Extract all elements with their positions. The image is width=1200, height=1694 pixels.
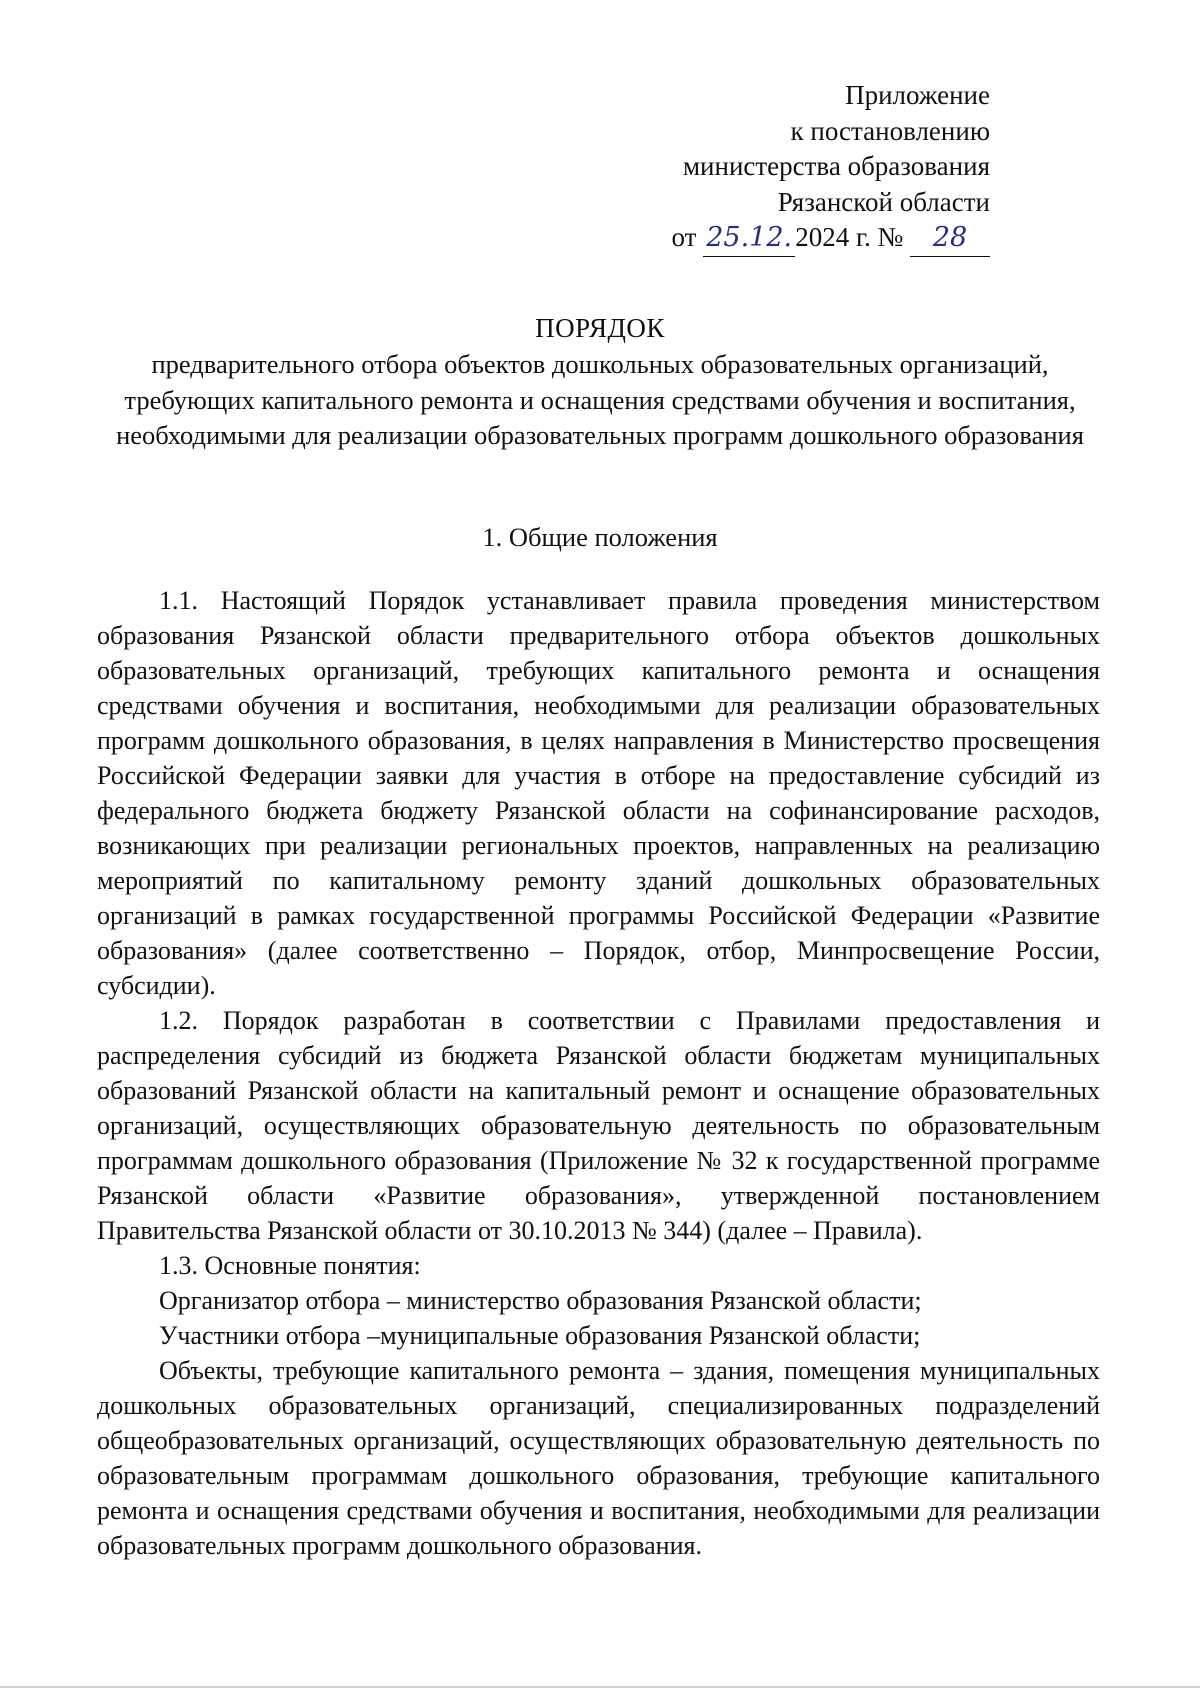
appendix-line-3: министерства образования bbox=[682, 151, 990, 181]
appendix-line-1: Приложение bbox=[845, 80, 990, 110]
paragraph-1-1: 1.1. Настоящий Порядок устанавливает правила проведения министерством образования Рязанской области предварительного отбора объектов дошкольных образовательных организаций, требующих капитального ремонта и оснащения средствами обучения и воспитания, необходимыми для реализации образовательных программ дошкольного образования, в целях направления в Министерство просвещения Российской Федерации заявки для участия в отборе на предоставление субсидий из федерального бюджета бюджету Рязанской области на софинансирование расходов, возникающих при реализации региональных проектов, направленных на реализацию мероприятий по капитальному ремонту зданий дошкольных образовательных организаций в рамках государственной программы Российской Федерации «Развитие образования» (далее соответственно – Порядок, отбор, Минпросвещение России, субсидии). bbox=[97, 586, 1100, 1000]
appendix-line-4: Рязанской области bbox=[777, 186, 990, 217]
definition-participants: Участники отбора –муниципальные образования Рязанской области; bbox=[159, 1321, 921, 1350]
handwritten-date: 25.12. bbox=[703, 220, 795, 257]
scan-edge-line bbox=[0, 1686, 1200, 1688]
paragraph-1-3: 1.3. Основные понятия: bbox=[159, 1251, 421, 1280]
definition-organizer: Организатор отбора – министерство образования Рязанской области; bbox=[159, 1286, 922, 1315]
handwritten-number: 28 bbox=[910, 220, 990, 257]
section-title: 1. Общие положения bbox=[482, 522, 718, 552]
document-body bbox=[97, 583, 1100, 1563]
title-subtitle: предварительного отбора объектов дошкольных образовательных организаций, требующих капитального ремонта и оснащения средствами обучения и воспитания, необходимыми для реализации образовательных программ дошкольного образования bbox=[116, 349, 1084, 450]
appendix-line-2: к постановлению bbox=[790, 115, 990, 146]
appendix-date-line bbox=[570, 220, 990, 257]
appendix-header bbox=[570, 78, 990, 257]
date-prefix: от bbox=[671, 222, 697, 252]
title-heading: ПОРЯДОК bbox=[535, 313, 665, 343]
definition-objects: Объекты, требующие капитального ремонта – здания, помещения муниципальных дошкольных образовательных организаций, специализированных подразделений общеобразовательных организаций, осуществляющих образовательную деятельность по образовательным программам дошкольного образования, требующие капитального ремонта и оснащения средствами обучения и воспитания, необходимыми для реализации образовательных программ дошкольного образования. bbox=[97, 1356, 1100, 1560]
date-year: 2024 г. № bbox=[795, 222, 904, 252]
document-title bbox=[100, 310, 1100, 454]
paragraph-1-2: 1.2. Порядок разработан в соответствии с Правилами предоставления и распределения субсидий из бюджета Рязанской области бюджетам муниципальных образований Рязанской области на капитальный ремонт и оснащение образовательных организаций, осуществляющих образовательную деятельность по образовательным программам дошкольного образования (Приложение № 32 к государственной программе Рязанской области «Развитие образования», утвержденной постановлением Правительства Рязанской области от 30.10.2013 № 344) (далее – Правила). bbox=[97, 1006, 1100, 1245]
